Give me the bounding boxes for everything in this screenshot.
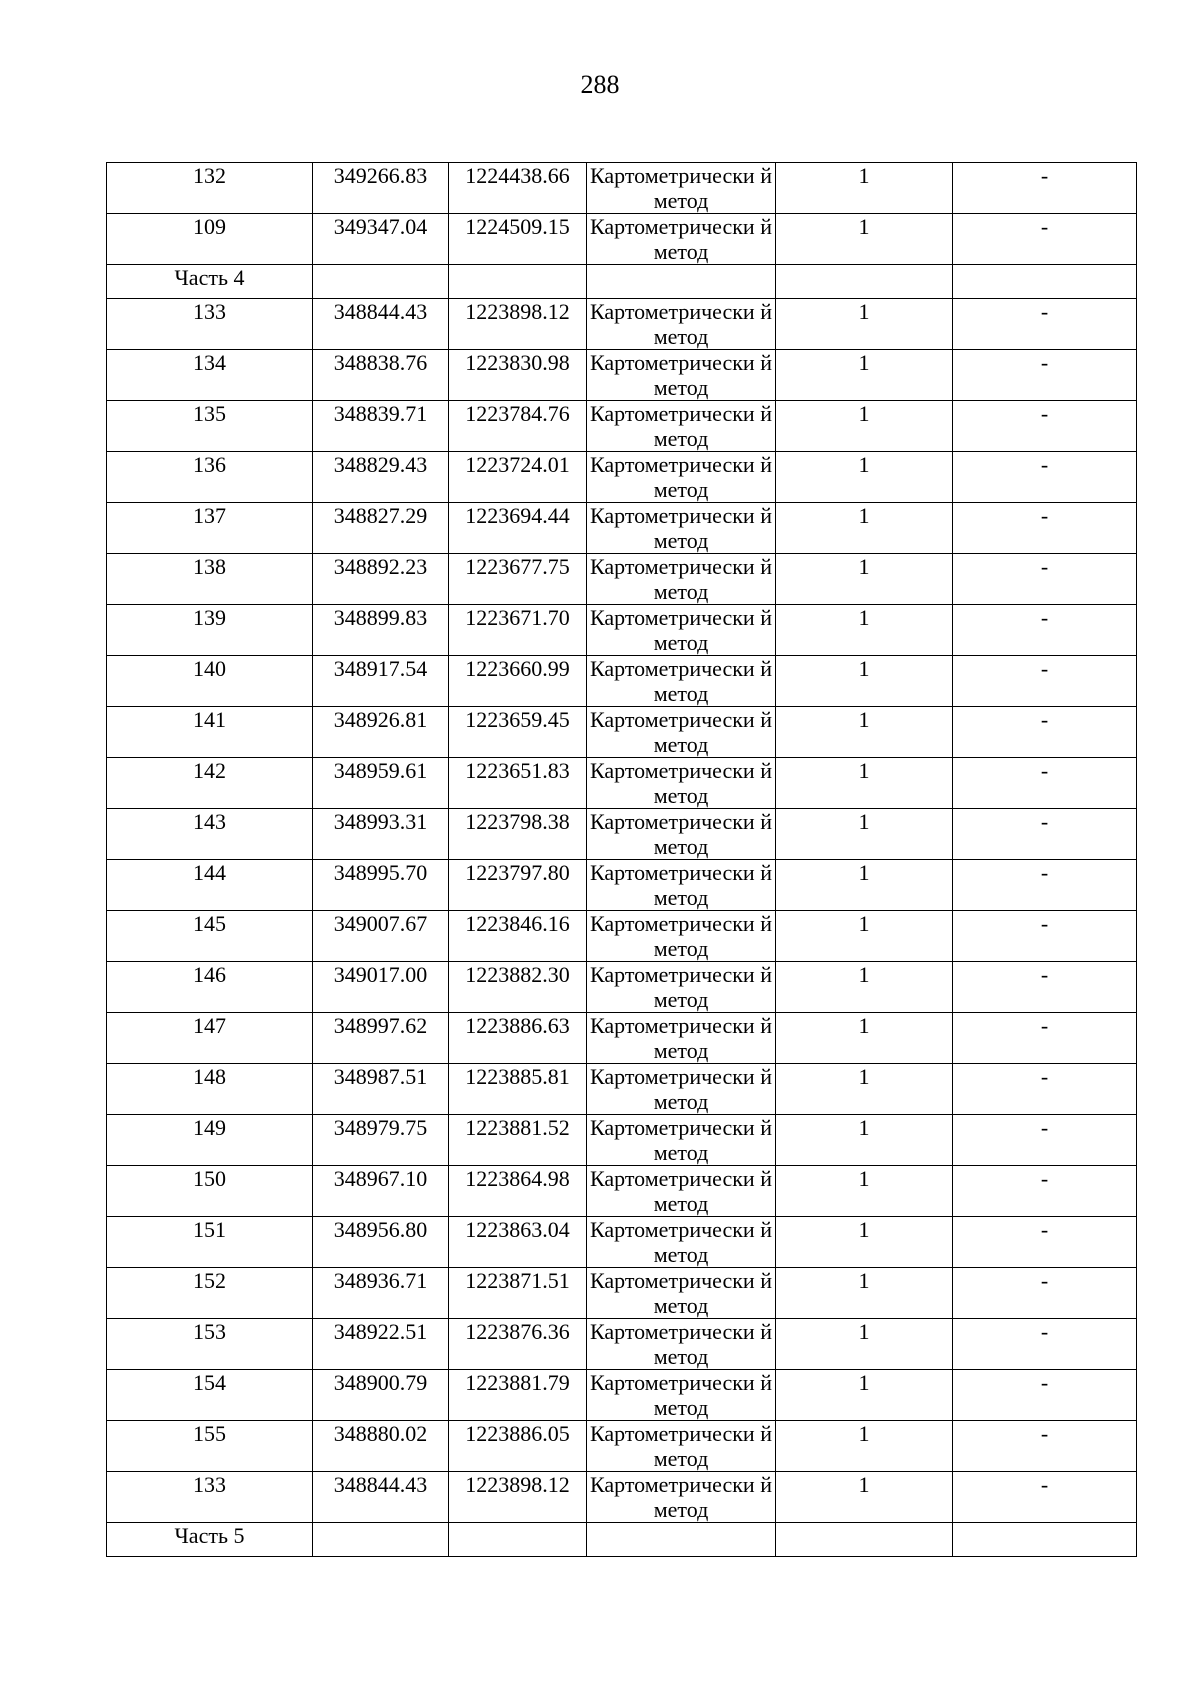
y-coordinate-cell: 1223881.79 [449,1370,587,1421]
table-row [107,656,1137,707]
y-coordinate-cell: 1223885.81 [449,1064,587,1115]
y-coordinate-cell: 1223886.05 [449,1421,587,1472]
method-cell: Картометрически й метод [587,163,776,214]
y-coordinate-cell: 1223898.12 [449,299,587,350]
y-coordinate-cell: 1223881.52 [449,1115,587,1166]
x-coordinate-cell: 348900.79 [313,1370,449,1421]
point-number-cell: 135 [107,401,313,452]
note-cell: - [953,299,1137,350]
y-coordinate-cell: 1223846.16 [449,911,587,962]
point-number-cell: 153 [107,1319,313,1370]
y-coordinate-cell: 1224509.15 [449,214,587,265]
accuracy-cell: 1 [776,1370,953,1421]
y-coordinate-cell: 1223830.98 [449,350,587,401]
y-coordinate-cell: 1223660.99 [449,656,587,707]
note-cell: - [953,1268,1137,1319]
point-number-cell: 145 [107,911,313,962]
accuracy-cell: 1 [776,1217,953,1268]
x-coordinate-cell: 348993.31 [313,809,449,860]
x-coordinate-cell: 348922.51 [313,1319,449,1370]
note-cell: - [953,911,1137,962]
y-coordinate-cell: 1223694.44 [449,503,587,554]
x-coordinate-cell: 349017.00 [313,962,449,1013]
x-coordinate-cell: 348829.43 [313,452,449,503]
note-cell: - [953,163,1137,214]
x-coordinate-cell: 348926.81 [313,707,449,758]
table-row [107,1166,1137,1217]
note-cell: - [953,809,1137,860]
y-coordinate-cell: 1223784.76 [449,401,587,452]
accuracy-cell: 1 [776,554,953,605]
note-cell: - [953,1013,1137,1064]
method-cell: Картометрически й метод [587,605,776,656]
point-number-cell: 149 [107,1115,313,1166]
note-cell: - [953,605,1137,656]
x-coordinate-cell: 348936.71 [313,1268,449,1319]
table-row [107,1217,1137,1268]
method-cell: Картометрически й метод [587,1370,776,1421]
table-row [107,809,1137,860]
table-row [107,503,1137,554]
empty-cell [953,265,1137,299]
y-coordinate-cell: 1223677.75 [449,554,587,605]
table-row [107,1370,1137,1421]
accuracy-cell: 1 [776,1115,953,1166]
x-coordinate-cell: 348917.54 [313,656,449,707]
accuracy-cell: 1 [776,860,953,911]
point-number-cell: 142 [107,758,313,809]
method-cell: Картометрически й метод [587,1115,776,1166]
accuracy-cell: 1 [776,1319,953,1370]
note-cell: - [953,1115,1137,1166]
accuracy-cell: 1 [776,707,953,758]
accuracy-cell: 1 [776,605,953,656]
point-number-cell: 154 [107,1370,313,1421]
point-number-cell: 146 [107,962,313,1013]
table-row [107,401,1137,452]
point-number-cell: 134 [107,350,313,401]
empty-cell [587,265,776,299]
y-coordinate-cell: 1223864.98 [449,1166,587,1217]
method-cell: Картометрически й метод [587,860,776,911]
method-cell: Картометрически й метод [587,1472,776,1523]
point-number-cell: 133 [107,1472,313,1523]
method-cell: Картометрически й метод [587,911,776,962]
x-coordinate-cell: 348956.80 [313,1217,449,1268]
table-row [107,911,1137,962]
method-cell: Картометрически й метод [587,503,776,554]
x-coordinate-cell: 348880.02 [313,1421,449,1472]
x-coordinate-cell: 349266.83 [313,163,449,214]
y-coordinate-cell: 1223651.83 [449,758,587,809]
table-row [107,758,1137,809]
x-coordinate-cell: 348997.62 [313,1013,449,1064]
accuracy-cell: 1 [776,1064,953,1115]
note-cell: - [953,1064,1137,1115]
y-coordinate-cell: 1223898.12 [449,1472,587,1523]
empty-cell [449,1523,587,1557]
accuracy-cell: 1 [776,452,953,503]
section-row [107,1523,1137,1557]
point-number-cell: 144 [107,860,313,911]
x-coordinate-cell: 348995.70 [313,860,449,911]
table-row [107,299,1137,350]
method-cell: Картометрически й метод [587,1166,776,1217]
accuracy-cell: 1 [776,1268,953,1319]
method-cell: Картометрически й метод [587,809,776,860]
table-row [107,1472,1137,1523]
point-number-cell: 109 [107,214,313,265]
table-row [107,1064,1137,1115]
y-coordinate-cell: 1223882.30 [449,962,587,1013]
x-coordinate-cell: 348892.23 [313,554,449,605]
method-cell: Картометрически й метод [587,962,776,1013]
method-cell: Картометрически й метод [587,554,776,605]
note-cell: - [953,503,1137,554]
x-coordinate-cell: 348987.51 [313,1064,449,1115]
x-coordinate-cell: 348839.71 [313,401,449,452]
point-number-cell: 133 [107,299,313,350]
y-coordinate-cell: 1223671.70 [449,605,587,656]
method-cell: Картометрически й метод [587,1217,776,1268]
method-cell: Картометрически й метод [587,1421,776,1472]
table-row [107,1115,1137,1166]
note-cell: - [953,1217,1137,1268]
note-cell: - [953,656,1137,707]
table-row [107,707,1137,758]
table-row [107,1319,1137,1370]
point-number-cell: 151 [107,1217,313,1268]
table-row [107,860,1137,911]
table-row [107,452,1137,503]
accuracy-cell: 1 [776,1472,953,1523]
method-cell: Картометрически й метод [587,656,776,707]
method-cell: Картометрически й метод [587,401,776,452]
note-cell: - [953,962,1137,1013]
table-row [107,962,1137,1013]
coordinates-table-body [107,163,1137,1557]
x-coordinate-cell: 348967.10 [313,1166,449,1217]
x-coordinate-cell: 348899.83 [313,605,449,656]
note-cell: - [953,1370,1137,1421]
accuracy-cell: 1 [776,299,953,350]
method-cell: Картометрически й метод [587,214,776,265]
note-cell: - [953,1421,1137,1472]
y-coordinate-cell: 1223886.63 [449,1013,587,1064]
coordinates-table [106,162,1137,1557]
accuracy-cell: 1 [776,401,953,452]
x-coordinate-cell: 348979.75 [313,1115,449,1166]
point-number-cell: 148 [107,1064,313,1115]
accuracy-cell: 1 [776,758,953,809]
x-coordinate-cell: 348844.43 [313,1472,449,1523]
note-cell: - [953,1319,1137,1370]
point-number-cell: 152 [107,1268,313,1319]
table-row [107,214,1137,265]
section-row [107,265,1137,299]
y-coordinate-cell: 1223724.01 [449,452,587,503]
empty-cell [776,1523,953,1557]
accuracy-cell: 1 [776,656,953,707]
point-number-cell: 136 [107,452,313,503]
method-cell: Картометрически й метод [587,350,776,401]
point-number-cell: 147 [107,1013,313,1064]
accuracy-cell: 1 [776,962,953,1013]
note-cell: - [953,758,1137,809]
empty-cell [313,265,449,299]
x-coordinate-cell: 348838.76 [313,350,449,401]
x-coordinate-cell: 349007.67 [313,911,449,962]
method-cell: Картометрически й метод [587,1319,776,1370]
empty-cell [953,1523,1137,1557]
accuracy-cell: 1 [776,350,953,401]
method-cell: Картометрически й метод [587,1268,776,1319]
empty-cell [776,265,953,299]
section-label: Часть 5 [107,1523,313,1557]
point-number-cell: 139 [107,605,313,656]
point-number-cell: 140 [107,656,313,707]
accuracy-cell: 1 [776,809,953,860]
table-row [107,350,1137,401]
note-cell: - [953,554,1137,605]
note-cell: - [953,350,1137,401]
point-number-cell: 138 [107,554,313,605]
y-coordinate-cell: 1223659.45 [449,707,587,758]
point-number-cell: 141 [107,707,313,758]
point-number-cell: 143 [107,809,313,860]
table-row [107,1421,1137,1472]
y-coordinate-cell: 1223871.51 [449,1268,587,1319]
accuracy-cell: 1 [776,1166,953,1217]
accuracy-cell: 1 [776,214,953,265]
page-number: 288 [580,70,620,99]
x-coordinate-cell: 348959.61 [313,758,449,809]
x-coordinate-cell: 349347.04 [313,214,449,265]
table-row [107,1268,1137,1319]
accuracy-cell: 1 [776,163,953,214]
x-coordinate-cell: 348844.43 [313,299,449,350]
table-row [107,605,1137,656]
method-cell: Картометрически й метод [587,452,776,503]
empty-cell [449,265,587,299]
y-coordinate-cell: 1223797.80 [449,860,587,911]
accuracy-cell: 1 [776,503,953,554]
empty-cell [313,1523,449,1557]
point-number-cell: 150 [107,1166,313,1217]
x-coordinate-cell: 348827.29 [313,503,449,554]
note-cell: - [953,401,1137,452]
method-cell: Картометрически й метод [587,758,776,809]
note-cell: - [953,452,1137,503]
accuracy-cell: 1 [776,911,953,962]
method-cell: Картометрически й метод [587,299,776,350]
note-cell: - [953,214,1137,265]
note-cell: - [953,1166,1137,1217]
y-coordinate-cell: 1223798.38 [449,809,587,860]
method-cell: Картометрически й метод [587,1013,776,1064]
table-row [107,163,1137,214]
point-number-cell: 155 [107,1421,313,1472]
note-cell: - [953,707,1137,758]
point-number-cell: 137 [107,503,313,554]
y-coordinate-cell: 1223876.36 [449,1319,587,1370]
accuracy-cell: 1 [776,1013,953,1064]
y-coordinate-cell: 1224438.66 [449,163,587,214]
table-row [107,554,1137,605]
accuracy-cell: 1 [776,1421,953,1472]
point-number-cell: 132 [107,163,313,214]
method-cell: Картометрически й метод [587,707,776,758]
method-cell: Картометрически й метод [587,1064,776,1115]
note-cell: - [953,1472,1137,1523]
section-label: Часть 4 [107,265,313,299]
y-coordinate-cell: 1223863.04 [449,1217,587,1268]
note-cell: - [953,860,1137,911]
table-row [107,1013,1137,1064]
empty-cell [587,1523,776,1557]
